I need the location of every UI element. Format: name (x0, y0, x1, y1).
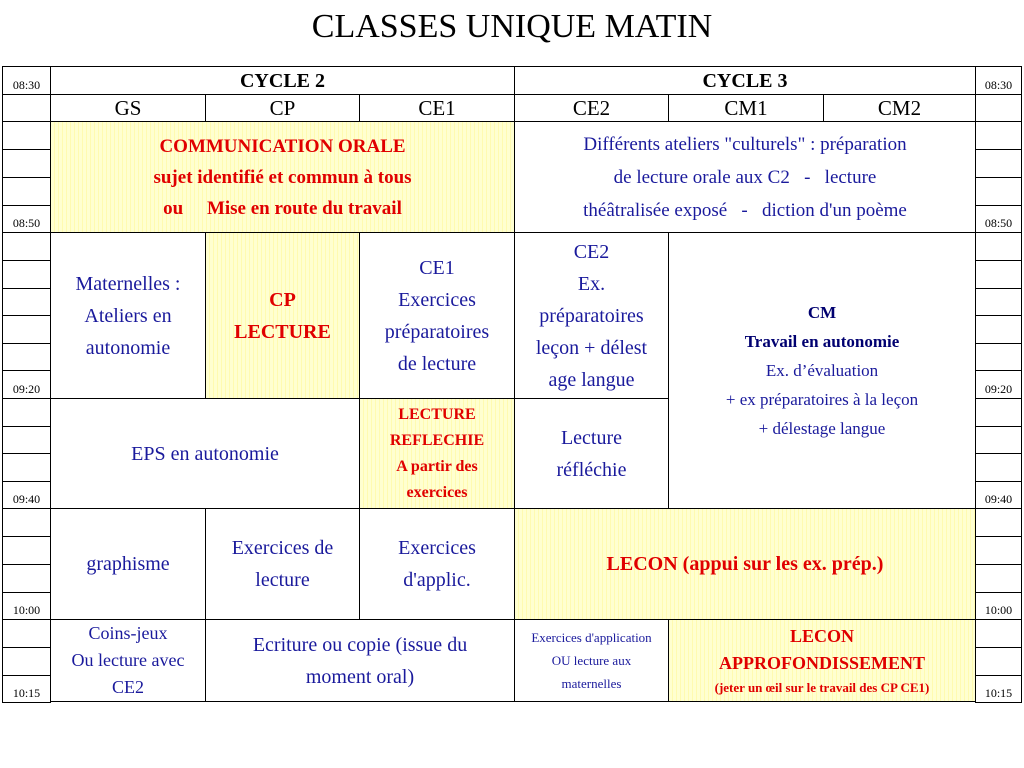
level-gs-label: GS (114, 96, 142, 120)
time-slot-left (2, 177, 51, 206)
text-line: CE1 (419, 256, 455, 279)
text-line: Exercices d'application (531, 630, 652, 645)
maternelles-ateliers-cell (50, 232, 206, 399)
time-slot-right: 10:15 (975, 675, 1022, 703)
time-slot-right (975, 260, 1022, 289)
time-slot-right (975, 453, 1022, 482)
text-line: Coins-jeux (88, 623, 168, 643)
text-line: Travail en autonomie (744, 332, 900, 351)
time-slot-right (975, 647, 1022, 676)
time-slot-left (2, 536, 51, 565)
level-cp (205, 94, 360, 122)
time-slot-right (975, 398, 1022, 427)
level-cm2 (823, 94, 976, 122)
communication-orale-cell (50, 121, 515, 233)
text-line: + ex préparatoires à la leçon (725, 390, 919, 409)
ce2-exercices-cell (514, 232, 669, 399)
time-slot-left (2, 453, 51, 482)
time-slot-left (2, 94, 51, 122)
text-line: APPROFONDISSEMENT (718, 652, 925, 673)
text-line: autonomie (85, 336, 171, 359)
time-slot-right: 10:00 (975, 592, 1022, 620)
time-slot-right (975, 94, 1022, 122)
text-line: Ou lecture avec (71, 650, 185, 670)
time-slot-left (2, 232, 51, 261)
level-ce1 (359, 94, 515, 122)
text-line: CE2 (111, 677, 144, 697)
text-line: leçon + délest (535, 336, 648, 359)
level-ce2 (514, 94, 669, 122)
text-line: réfléchie (556, 458, 627, 481)
time-slot-left: 08:50 (2, 205, 51, 233)
exercices-lecture-cell (205, 508, 360, 620)
time-slot-right (975, 315, 1022, 344)
time-slot-left: 08:30 (2, 66, 51, 95)
time-slot-right: 09:40 (975, 481, 1022, 509)
text-line: de lecture orale aux C2 - lecture (613, 166, 877, 188)
text-line: A partir des (396, 457, 478, 475)
text-line: Exercices (398, 288, 476, 311)
text-line: CE2 (573, 240, 610, 263)
text-line: REFLECHIE (389, 431, 485, 449)
level-cm1-label: CM1 (724, 96, 768, 120)
time-slot-right (975, 149, 1022, 178)
time-slot-left (2, 426, 51, 454)
text-line: d'applic. (403, 569, 471, 591)
text-line: CM (807, 303, 837, 322)
time-slot-left (2, 619, 51, 648)
time-slot-right (975, 508, 1022, 537)
time-slot-left (2, 343, 51, 371)
level-cm2-label: CM2 (877, 96, 922, 120)
lecture-reflechie-ce2-cell (514, 398, 669, 509)
time-slot-left (2, 260, 51, 289)
text-line: COMMUNICATION ORALE (159, 135, 406, 157)
text-line: préparatoires (539, 304, 644, 327)
text-line: Exercices de (231, 537, 334, 559)
time-slot-left: 09:40 (2, 481, 51, 509)
time-slot-left (2, 288, 51, 316)
text-line: Différents ateliers "culturels" : préparation (583, 133, 907, 155)
ecriture-copie-cell (205, 619, 515, 702)
time-slot-left: 09:20 (2, 370, 51, 399)
lecon-approfondissement-cell (668, 619, 976, 702)
text-line: (jeter un œil sur le travail des CP CE1) (714, 679, 930, 695)
time-slot-right: 08:30 (975, 66, 1022, 95)
cm-autonomie-cell (668, 232, 976, 509)
cycle3-label: CYCLE 3 (702, 69, 788, 92)
time-slot-right (975, 343, 1022, 371)
text-line: + délestage langue (758, 419, 886, 438)
level-ce2-label: CE2 (572, 96, 611, 120)
text-line: EPS en autonomie (131, 442, 279, 465)
cycle2-label: CYCLE 2 (239, 69, 325, 92)
text-line: Lecture (560, 426, 623, 449)
time-slot-right (975, 121, 1022, 150)
time-slot-left (2, 647, 51, 676)
cycle3-header (514, 66, 976, 95)
text-line: graphisme (86, 553, 170, 575)
text-line: Ex. d’évaluation (765, 361, 879, 380)
level-cm1 (668, 94, 824, 122)
graphisme-cell (50, 508, 206, 620)
text-line: Ateliers en (84, 304, 172, 327)
time-slot-right (975, 232, 1022, 261)
text-line: Exercices (398, 537, 476, 559)
time-slot-right (975, 536, 1022, 565)
eps-cell (50, 398, 360, 509)
text-line: Ex. (577, 272, 606, 295)
text-line: de lecture (397, 352, 477, 375)
time-slot-left (2, 149, 51, 178)
text-line: préparatoires (384, 320, 490, 343)
text-line: LECTURE (398, 405, 476, 423)
time-slot-left: 10:00 (2, 592, 51, 620)
text-line: sujet identifié et commun à tous (153, 166, 412, 188)
time-slot-right (975, 619, 1022, 648)
page-title: CLASSES UNIQUE MATIN (311, 8, 713, 45)
ateliers-culturels-cell (514, 121, 976, 233)
text-line: théâtralisée exposé - diction d'un poème (583, 199, 907, 221)
time-slot-left (2, 508, 51, 537)
lecture-reflechie-ce1-cell (359, 398, 515, 509)
time-slot-right (975, 288, 1022, 316)
text-line: lecture (255, 569, 310, 591)
time-slot-left (2, 121, 51, 150)
text-line: Ecriture ou copie (issue du (252, 633, 468, 656)
time-slot-left (2, 564, 51, 593)
level-cp-label: CP (269, 96, 296, 120)
level-ce1-label: CE1 (418, 96, 456, 120)
text-line: age langue (548, 368, 635, 391)
cycle2-header (50, 66, 515, 95)
time-slot-right (975, 426, 1022, 454)
lecon-appui-cell (514, 508, 976, 620)
time-slot-left (2, 315, 51, 344)
level-gs (50, 94, 206, 122)
time-slot-right: 09:20 (975, 370, 1022, 399)
text-line: CP (269, 288, 296, 311)
cp-lecture-cell (205, 232, 360, 399)
text-line: LECON (789, 625, 854, 646)
text-line: exercices (406, 483, 468, 501)
coins-jeux-cell (50, 619, 206, 702)
text-line: moment oral) (305, 665, 415, 688)
exercices-applic-cell (359, 508, 515, 620)
text-line: LECON (appui sur les ex. prép.) (606, 553, 884, 575)
time-slot-left: 10:15 (2, 675, 51, 703)
time-slot-right: 08:50 (975, 205, 1022, 233)
time-slot-left (2, 398, 51, 427)
time-slot-right (975, 564, 1022, 593)
exercices-application-cell (514, 619, 669, 702)
text-line: LECTURE (234, 320, 331, 343)
text-line: ou Mise en route du travail (163, 197, 402, 219)
text-line: Maternelles : (75, 272, 181, 295)
time-slot-right (975, 177, 1022, 206)
text-line: maternelles (561, 676, 622, 691)
ce1-exercices-cell (359, 232, 515, 399)
text-line: OU lecture aux (551, 653, 632, 668)
